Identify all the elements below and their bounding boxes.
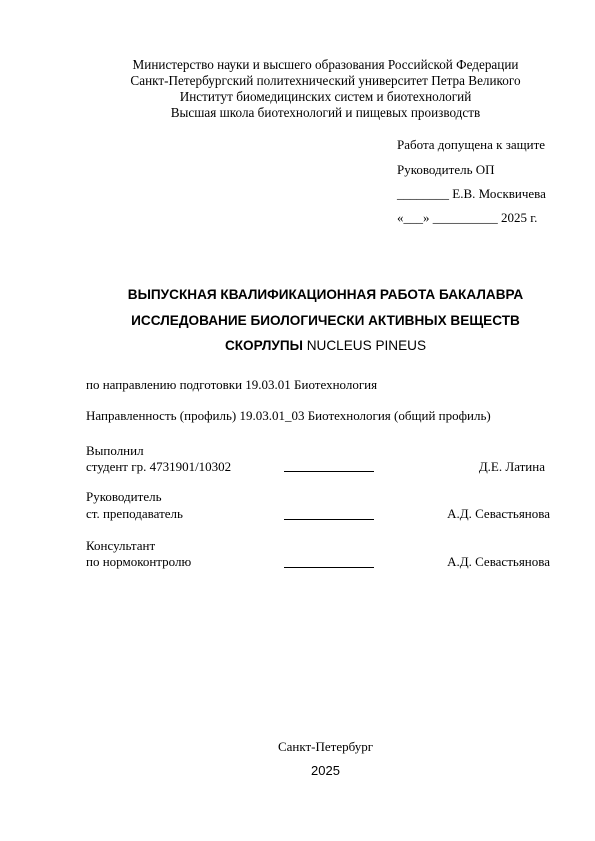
institute-line: Институт биомедицинских систем и биотехнологий [179, 89, 472, 104]
thesis-topic-latin: NUCLEUS PINEUS [306, 338, 427, 353]
approval-date: «___» __________ 2025 г. [397, 210, 538, 225]
thesis-topic-bold: СКОРЛУПЫ [224, 338, 303, 353]
footer-city: Санкт-Петербург [277, 739, 374, 754]
thesis-topic-line2 [0, 338, 595, 353]
approval-head: Руководитель ОП [397, 162, 495, 177]
supervisor-signature-line [284, 519, 374, 520]
ministry-line: Министерство науки и высшего образования Российской Федерации [132, 57, 519, 72]
direction-line: по направлению подготовки 19.03.01 Биотехнология [86, 377, 378, 392]
consultant-signature-line [284, 567, 374, 568]
supervisor-position: ст. преподаватель [86, 506, 183, 521]
performer-role: Выполнил [86, 443, 144, 458]
performer-signature-line [284, 471, 374, 472]
approval-admitted: Работа допущена к защите [397, 137, 546, 152]
consultant-role: Консультант [86, 538, 156, 553]
consultant-position: по нормоконтролю [86, 554, 192, 569]
thesis-type: ВЫПУСКНАЯ КВАЛИФИКАЦИОННАЯ РАБОТА БАКАЛАВРА [127, 287, 524, 302]
footer-year: 2025 [311, 763, 340, 778]
school-line: Высшая школа биотехнологий и пищевых производств [170, 105, 481, 120]
university-line: Санкт-Петербургский политехнический университет Петра Великого [130, 73, 521, 88]
consultant-name: А.Д. Севастьянова [447, 554, 550, 569]
performer-name: Д.Е. Латина [478, 459, 545, 474]
supervisor-role: Руководитель [86, 489, 162, 504]
approval-signature: ________ Е.В. Москвичева [397, 186, 546, 201]
supervisor-name: А.Д. Севастьянова [447, 506, 550, 521]
thesis-topic-line1: ИССЛЕДОВАНИЕ БИОЛОГИЧЕСКИ АКТИВНЫХ ВЕЩЕСТВ [131, 313, 520, 328]
profile-line: Направленность (профиль) 19.03.01_03 Биотехнология (общий профиль) [86, 408, 491, 423]
performer-position: студент гр. 4731901/10302 [86, 459, 232, 474]
